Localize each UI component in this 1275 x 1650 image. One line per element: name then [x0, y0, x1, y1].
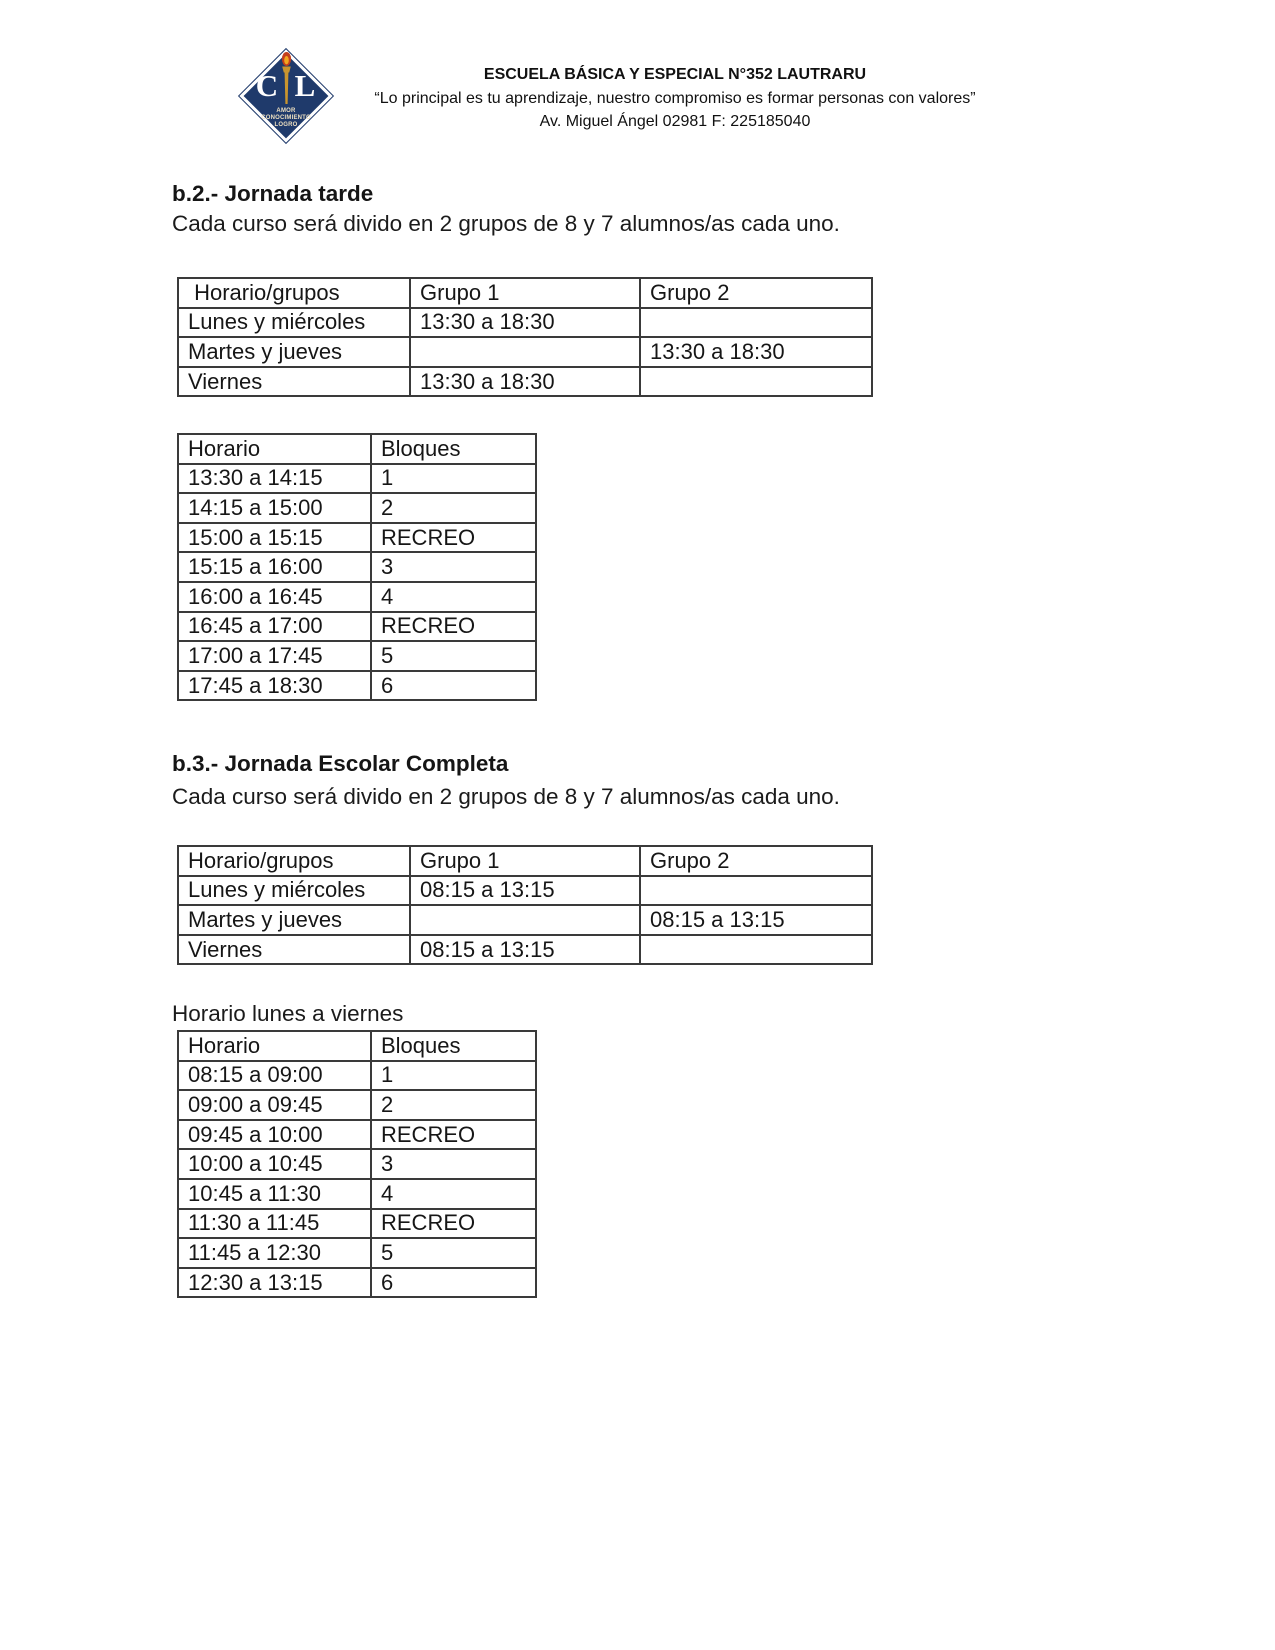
school-name: ESCUELA BÁSICA Y ESPECIAL N°352 LAUTRARU	[483, 66, 867, 83]
table-cell: 08:15 a 13:15	[410, 876, 640, 906]
b3-schedule-label: Horario lunes a viernes	[172, 1001, 404, 1026]
logo-caption-line: LOGRO	[274, 121, 298, 128]
table-cell: Lunes y miércoles	[178, 308, 410, 338]
table-row	[178, 1238, 536, 1268]
table-cell: 1	[371, 464, 536, 494]
table-cell: 13:30 a 18:30	[640, 337, 872, 367]
table-row	[178, 367, 872, 397]
table-cell: 16:45 a 17:00	[178, 612, 371, 642]
table-cell	[640, 367, 872, 397]
column-header: Grupo 2	[640, 846, 872, 876]
column-header: Horario/grupos	[178, 846, 410, 876]
table-cell: 10:45 a 11:30	[178, 1179, 371, 1209]
table-cell: 2	[371, 1090, 536, 1120]
table-cell	[640, 876, 872, 906]
section-b2-heading: b.2.- Jornada tarde	[172, 181, 374, 206]
table-cell: 11:30 a 11:45	[178, 1209, 371, 1239]
table-cell: Viernes	[178, 935, 410, 965]
table-row	[178, 612, 536, 642]
table-cell: 3	[371, 1149, 536, 1179]
section-b2-paragraph: Cada curso será divido en 2 grupos de 8 y 7 alumnos/as cada uno.	[172, 211, 840, 236]
logo-content	[236, 44, 336, 148]
column-header: Horario	[178, 434, 371, 464]
table-cell: RECREO	[371, 1209, 536, 1239]
column-header: Bloques	[371, 434, 536, 464]
table-row	[178, 671, 536, 701]
table-row	[178, 552, 536, 582]
table-row	[178, 337, 872, 367]
table-row	[178, 582, 536, 612]
column-header: Horario	[178, 1031, 371, 1061]
table-row	[178, 1179, 536, 1209]
table-cell: 09:45 a 10:00	[178, 1120, 371, 1150]
table-cell: 1	[371, 1061, 536, 1091]
column-header: Bloques	[371, 1031, 536, 1061]
table-cell: 2	[371, 493, 536, 523]
table-cell: 10:00 a 10:45	[178, 1149, 371, 1179]
table-header-row	[178, 278, 872, 308]
table-cell: 08:15 a 09:00	[178, 1061, 371, 1091]
school-logo	[236, 44, 336, 148]
table-row	[178, 1268, 536, 1298]
table-row	[178, 523, 536, 553]
b3-group-table	[177, 845, 873, 965]
table-cell: Martes y jueves	[178, 905, 410, 935]
table-header-row	[178, 1031, 536, 1061]
table-cell: 5	[371, 641, 536, 671]
table-row	[178, 905, 872, 935]
table-row	[178, 1120, 536, 1150]
table-cell	[640, 935, 872, 965]
table-cell: 17:00 a 17:45	[178, 641, 371, 671]
logo-letter-l: L	[294, 68, 316, 103]
table-header-row	[178, 846, 872, 876]
table-header-row	[178, 434, 536, 464]
torch-icon	[280, 52, 293, 110]
table-cell	[640, 308, 872, 338]
table-row	[178, 493, 536, 523]
table-cell	[410, 905, 640, 935]
table-cell	[410, 337, 640, 367]
school-address: Av. Miguel Ángel 02981 F: 225185040	[539, 113, 811, 130]
logo-motto-text	[236, 108, 336, 128]
table-row	[178, 1209, 536, 1239]
section-b3-heading: b.3.- Jornada Escolar Completa	[172, 751, 509, 776]
table-cell: 17:45 a 18:30	[178, 671, 371, 701]
table-row	[178, 935, 872, 965]
table-cell: Martes y jueves	[178, 337, 410, 367]
table-cell: 6	[371, 1268, 536, 1298]
table-row	[178, 1061, 536, 1091]
table-cell: RECREO	[371, 612, 536, 642]
table-cell: 5	[371, 1238, 536, 1268]
table-cell: 4	[371, 1179, 536, 1209]
table-row	[178, 464, 536, 494]
table-row	[178, 641, 536, 671]
table-cell: 11:45 a 12:30	[178, 1238, 371, 1268]
table-cell: Viernes	[178, 367, 410, 397]
table-cell: 4	[371, 582, 536, 612]
b2-blocks-table	[177, 433, 537, 701]
table-row	[178, 1090, 536, 1120]
logo-caption-line: AMOR	[276, 108, 296, 114]
table-cell: 08:15 a 13:15	[410, 935, 640, 965]
b2-group-table	[177, 277, 873, 397]
table-row	[178, 1149, 536, 1179]
table-cell: 12:30 a 13:15	[178, 1268, 371, 1298]
table-cell: 13:30 a 18:30	[410, 367, 640, 397]
table-cell: 09:00 a 09:45	[178, 1090, 371, 1120]
b3-blocks-table	[177, 1030, 537, 1298]
table-cell: 3	[371, 552, 536, 582]
header-text-block	[345, 63, 1005, 134]
table-row	[178, 876, 872, 906]
table-cell: Lunes y miércoles	[178, 876, 410, 906]
table-cell: RECREO	[371, 523, 536, 553]
table-cell: 14:15 a 15:00	[178, 493, 371, 523]
column-header: Grupo 1	[410, 846, 640, 876]
table-cell: RECREO	[371, 1120, 536, 1150]
table-cell: 6	[371, 671, 536, 701]
column-header: Horario/grupos	[178, 278, 410, 308]
logo-caption-line: CONOCIMIENTO	[261, 114, 311, 121]
table-cell: 15:15 a 16:00	[178, 552, 371, 582]
table-cell: 16:00 a 16:45	[178, 582, 371, 612]
table-cell: 15:00 a 15:15	[178, 523, 371, 553]
table-cell: 13:30 a 18:30	[410, 308, 640, 338]
school-motto: “Lo principal es tu aprendizaje, nuestro compromiso es formar personas con valores”	[374, 89, 976, 107]
table-cell: 13:30 a 14:15	[178, 464, 371, 494]
column-header: Grupo 2	[640, 278, 872, 308]
logo-letter-c: C	[255, 68, 279, 103]
table-row	[178, 308, 872, 338]
section-b3-paragraph: Cada curso será divido en 2 grupos de 8 y 7 alumnos/as cada uno.	[172, 784, 840, 809]
column-header: Grupo 1	[410, 278, 640, 308]
table-cell: 08:15 a 13:15	[640, 905, 872, 935]
